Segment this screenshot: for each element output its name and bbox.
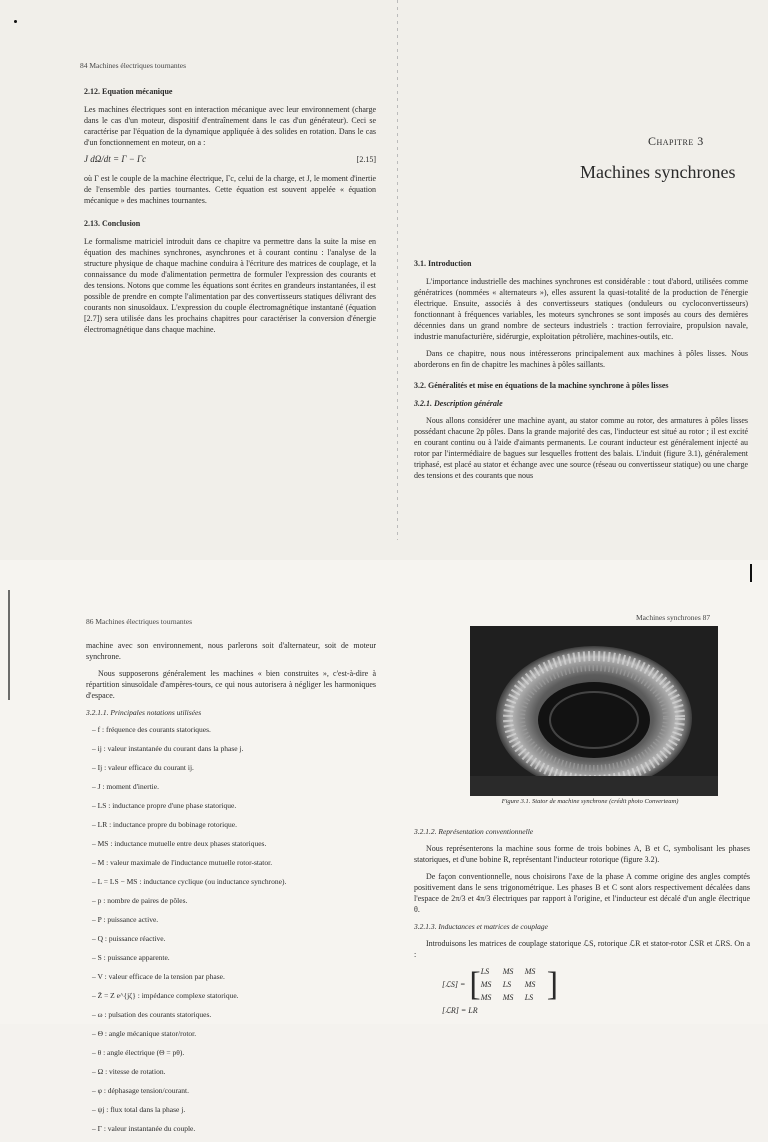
list-item: – M : valeur maximale de l'inductance mutuelle rotor-stator. xyxy=(92,858,273,867)
list-item: – θ : angle électrique (Θ = pθ). xyxy=(92,1048,185,1057)
section-title: 3.1. Introduction xyxy=(414,259,472,268)
paragraph: machine avec son environnement, nous parlerons soit d'alternateur, soit de moteur synchrone. xyxy=(86,641,376,661)
list-item: – LS : inductance propre d'une phase statorique. xyxy=(92,801,237,810)
paragraph: L'importance industrielle des machines synchrones est considérable : tout d'abord, utilisées comme génératrices (nommées « alternateurs »), elles assurent la quasi-totalité de la production de l'énergie électrique. Ensuite, associés à des convertisseurs statiques (onduleurs ou cycloconvertisseurs) fonctionnant à fréquences variables, les moteurs synchrones se sont imposés au cours des dernières décennies dans un grand nombre de secteurs industriels : traction ferroviaire, propulsion navale, industrie manufacturière, sidérurgie, exploitation pétrolière, machines-outils, etc. xyxy=(414,277,748,341)
matrix-cell: MS xyxy=(480,980,492,989)
list-item: – Z̄ = Z e^{jζ} : impédance complexe statorique. xyxy=(92,991,239,1000)
list-item: – φ : déphasage tension/courant. xyxy=(92,1086,190,1095)
matrix-cell: LS xyxy=(524,993,534,1002)
top-page-spread xyxy=(0,0,768,560)
equation-row xyxy=(84,154,376,165)
list-item: – MS : inductance mutuelle entre deux phases statoriques. xyxy=(92,839,267,848)
section-title: 2.12. Equation mécanique xyxy=(84,87,173,96)
coupling-matrix-equation xyxy=(442,966,750,1003)
list-item: – f : fréquence des courants statoriques. xyxy=(92,725,211,734)
matrix-cell: LS xyxy=(480,967,490,976)
list-item: – J : moment d'inertie. xyxy=(92,782,159,791)
paragraph: Les machines électriques sont en interaction mécanique avec leur environnement (charge dans le cas d'un moteur, dispositif d'entraînement dans le cas d'un générateur). Ceci se caractérise par l'équation de la dynamique appliquée à des solides en rotation. Dans le cas d'un fonctionnement en moteur, on a : xyxy=(84,105,376,147)
matrix-cell: MS xyxy=(502,967,514,976)
figure-caption: Figure 3.1. Stator de machine synchrone (crédit photo Converteam) xyxy=(501,798,679,805)
running-header: 86 Machines électriques tournantes xyxy=(86,617,193,626)
list-item: – Γ : valeur instantanée du couple. xyxy=(92,1124,196,1133)
right-column xyxy=(414,826,750,1016)
binding-gutter xyxy=(397,0,398,540)
matrix-cell: LS xyxy=(502,980,512,989)
list-item: – ω : pulsation des courants statoriques. xyxy=(92,1010,212,1019)
subsection-title: 3.2.1.3. Inductances et matrices de couplage xyxy=(414,922,548,931)
scan-margin-mark xyxy=(750,564,752,582)
paragraph: Nous représenterons la machine sous forme de trois bobines A, B et C, symbolisant les phases statoriques, et d'une bobine R, représentant l'inducteur rotorique (figure 3.2). xyxy=(414,844,750,864)
chapter-title: Machines synchrones xyxy=(580,162,736,182)
list-item: – Ij : valeur efficace du courant ij. xyxy=(92,763,194,772)
list-item: – L = LS − MS : inductance cyclique (ou inductance synchrone). xyxy=(92,877,287,886)
stator-photo xyxy=(470,626,718,796)
left-column xyxy=(86,640,376,1142)
section-title: 2.13. Conclusion xyxy=(84,219,141,228)
paragraph: Le formalisme matriciel introduit dans ce chapitre va permettre dans la suite la mise en équation des machines synchrones, asynchrones et à courant continu : l'analyse de la structure physique de chaque machine conduira à l'écriture des matrices de couplage, et la connaissance du mode d'alimentation permettra de formuler l'expression des courants et des tensions. Notons que comme les équations sont écrites en grandeurs instantanées, il est possible de prendre en compte l'alimentation par des convertisseurs statiques délivrant des courants non sinusoïdaux. L'expression du couple électromagnétique instantané (équation [2.7]) sera utilisée dans les prochains chapitres pour caractériser la conversion d'énergie électromagnétique dans chaque machine. xyxy=(84,237,376,334)
list-item: – ψj : flux total dans la phase j. xyxy=(92,1105,186,1114)
list-item: – V : valeur efficace de la tension par phase. xyxy=(92,972,225,981)
scan-margin-mark xyxy=(8,590,10,700)
equation-number: [2.15] xyxy=(356,155,376,164)
paragraph: Dans ce chapitre, nous nous intéresserons principalement aux machines à pôles lisses. Nous aborderons en fin de chapitre les machines à pôles saillants. xyxy=(414,349,748,369)
right-column xyxy=(414,258,748,487)
notation-list xyxy=(86,724,376,1134)
list-item: – ij : valeur instantanée du courant dans la phase j. xyxy=(92,744,244,753)
list-item: – Θ : angle mécanique stator/rotor. xyxy=(92,1029,197,1038)
matrix-lhs: [ℒS] = xyxy=(442,980,466,989)
paragraph: où Γ est le couple de la machine électrique, Γc, celui de la charge, et J, le moment d'inertie de l'ensemble des parties tournantes. Cette équation est souvent appelée « équation mécanique » des machines tournantes. xyxy=(84,174,376,205)
left-column xyxy=(84,86,376,341)
list-item: – S : puissance apparente. xyxy=(92,953,170,962)
list-item: – LR : inductance propre du bobinage rotorique. xyxy=(92,820,237,829)
subsection-title: 3.2.1.2. Représentation conventionnelle xyxy=(414,827,534,836)
matrix-cell: MS xyxy=(524,967,536,976)
paragraph: De façon conventionnelle, nous choisirons l'axe de la phase A comme origine des angles comptés positivement dans le sens trigonométrique. Les phases B et C sont alors respectivement décalées dans l'espace de 2π/3 et 4π/3 électriques par rapport à l'origine, et l'inducteur est décalé d'un angle électrique θ. xyxy=(414,872,750,914)
subsection-title: 3.2.1. Description générale xyxy=(414,399,503,408)
subsection-title: 3.2.1.1. Principales notations utilisées xyxy=(86,708,202,717)
stator-illustration xyxy=(470,626,718,796)
running-header: Machines synchrones 87 xyxy=(636,613,711,622)
rotor-coupling-equation: [ℒR] = LR xyxy=(442,1006,478,1015)
matrix-cell: MS xyxy=(524,980,536,989)
scan-speck xyxy=(14,20,17,23)
left-bracket: [ xyxy=(469,965,481,1003)
matrix-body xyxy=(481,966,547,1003)
paragraph: Nous supposerons généralement les machines « bien construites », c'est-à-dire à répartition sinusoïdale d'ampères-tours, ce qui nous autorisera à négliger les harmoniques d'espace. xyxy=(86,669,376,700)
equation: J dΩ/dt = Γ − Γc xyxy=(84,154,147,164)
paragraph: Introduisons les matrices de couplage statorique ℒS, rotorique ℒR et stator-rotor ℒSR et ℒRS. On a : xyxy=(414,939,750,959)
list-item: – p : nombre de paires de pôles. xyxy=(92,896,188,905)
matrix-cell: MS xyxy=(480,993,492,1002)
running-header: 84 Machines électriques tournantes xyxy=(80,61,187,70)
right-bracket: ] xyxy=(546,965,559,1003)
list-item: – P : puissance active. xyxy=(92,915,159,924)
paragraph: Nous allons considérer une machine ayant, au stator comme au rotor, des armatures à pôles lisses possédant chacune 2p pôles. Dans la grande majorité des cas, l'inducteur est situé au rotor ; il est excité en courant continu ou à l'aide d'aimants permanents. Le courant inducteur est généralement injecté au rotor par l'intermédiaire de bagues sur lesquelles frottent des balais. L'induit (figure 3.1), généralement triphasé, est placé au stator et échange avec une source (réseau ou convertisseur statique) ou une charge des tensions et des courants que nous xyxy=(414,416,748,480)
list-item: – Q : puissance réactive. xyxy=(92,934,166,943)
list-item: – Ω : vitesse de rotation. xyxy=(92,1067,166,1076)
matrix-cell: MS xyxy=(502,993,514,1002)
section-title: 3.2. Généralités et mise en équations de la machine synchrone à pôles lisses xyxy=(414,381,669,390)
chapter-label: Chapitre 3 xyxy=(648,134,704,148)
